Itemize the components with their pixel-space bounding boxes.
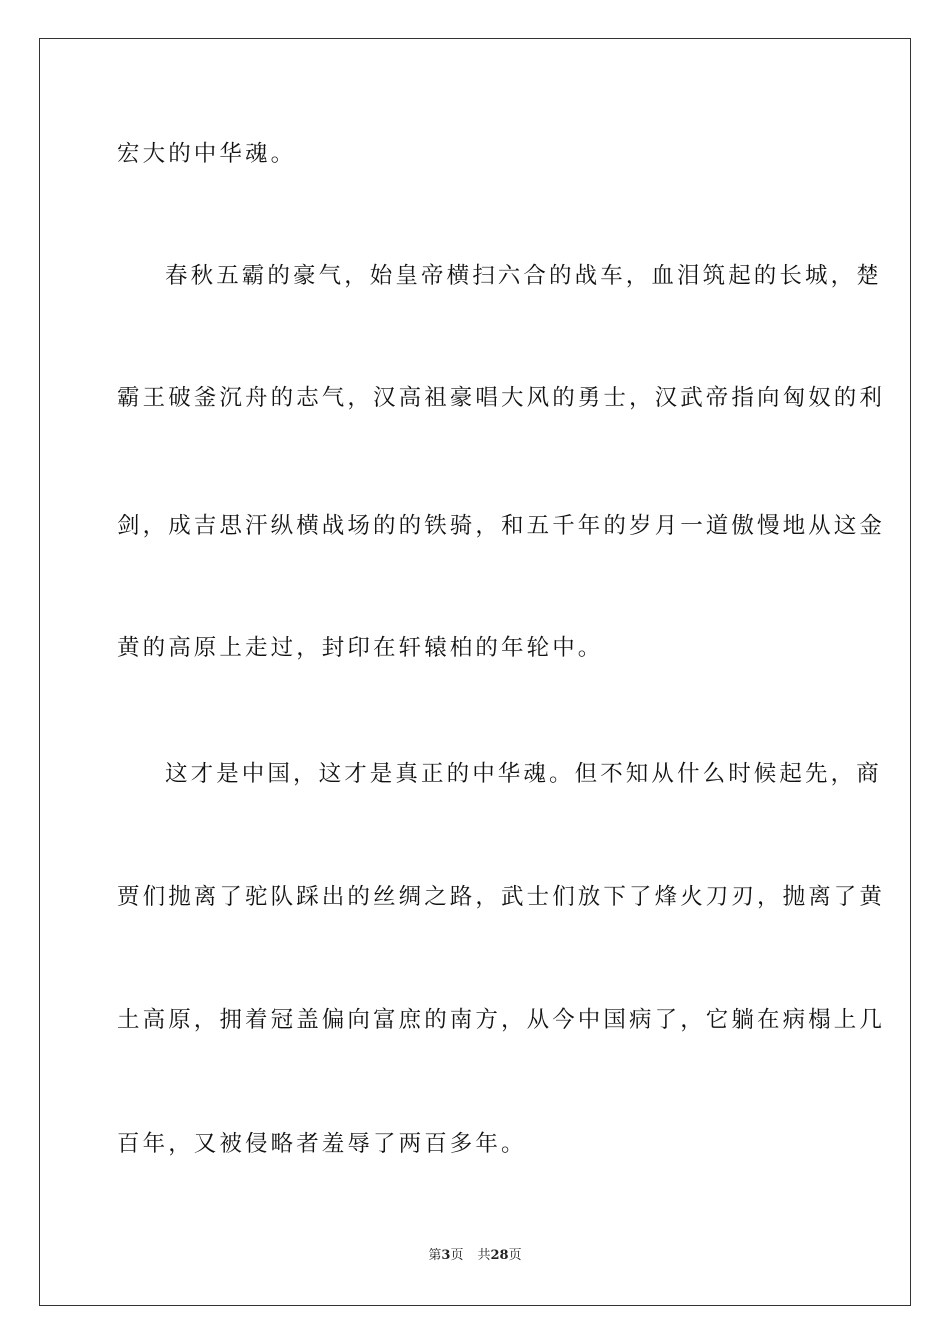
text-line: 黄的高原上走过，封印在轩辕柏的年轮中。: [117, 635, 604, 661]
page-footer: [0, 1248, 950, 1264]
total-pages: 28: [490, 1248, 509, 1263]
text-line: 霸王破釜沉舟的志气，汉高祖豪唱大风的勇士，汉武帝指向匈奴的利: [117, 385, 886, 411]
paragraph-first-line: 这才是中国，这才是真正的中华魂。但不知从什么时候起先，商: [165, 761, 882, 787]
text-line: 贾们抛离了驼队踩出的丝绸之路，武士们放下了烽火刀刃，抛离了黄: [117, 884, 886, 910]
text-line: 剑，成吉思汗纵横战场的的铁骑，和五千年的岁月一道傲慢地从这金: [117, 513, 886, 539]
text-line: 土高原，拥着冠盖偏向富庶的南方，从今中国病了，它躺在病榻上几: [117, 1007, 886, 1033]
paragraph-first-line: 春秋五霸的豪气，始皇帝横扫六合的战车，血泪筑起的长城，楚: [165, 263, 882, 289]
text-line: 百年，又被侵略者羞辱了两百多年。: [117, 1131, 527, 1157]
total-label-prefix: 共: [477, 1248, 491, 1263]
text-line: 宏大的中华魂。: [117, 141, 297, 167]
total-label-suffix: 页: [508, 1248, 522, 1263]
page-label-suffix: 页: [450, 1248, 464, 1263]
page-number: 3: [441, 1248, 451, 1263]
page-border: [39, 38, 911, 1306]
page-label-prefix: 第: [428, 1248, 442, 1263]
